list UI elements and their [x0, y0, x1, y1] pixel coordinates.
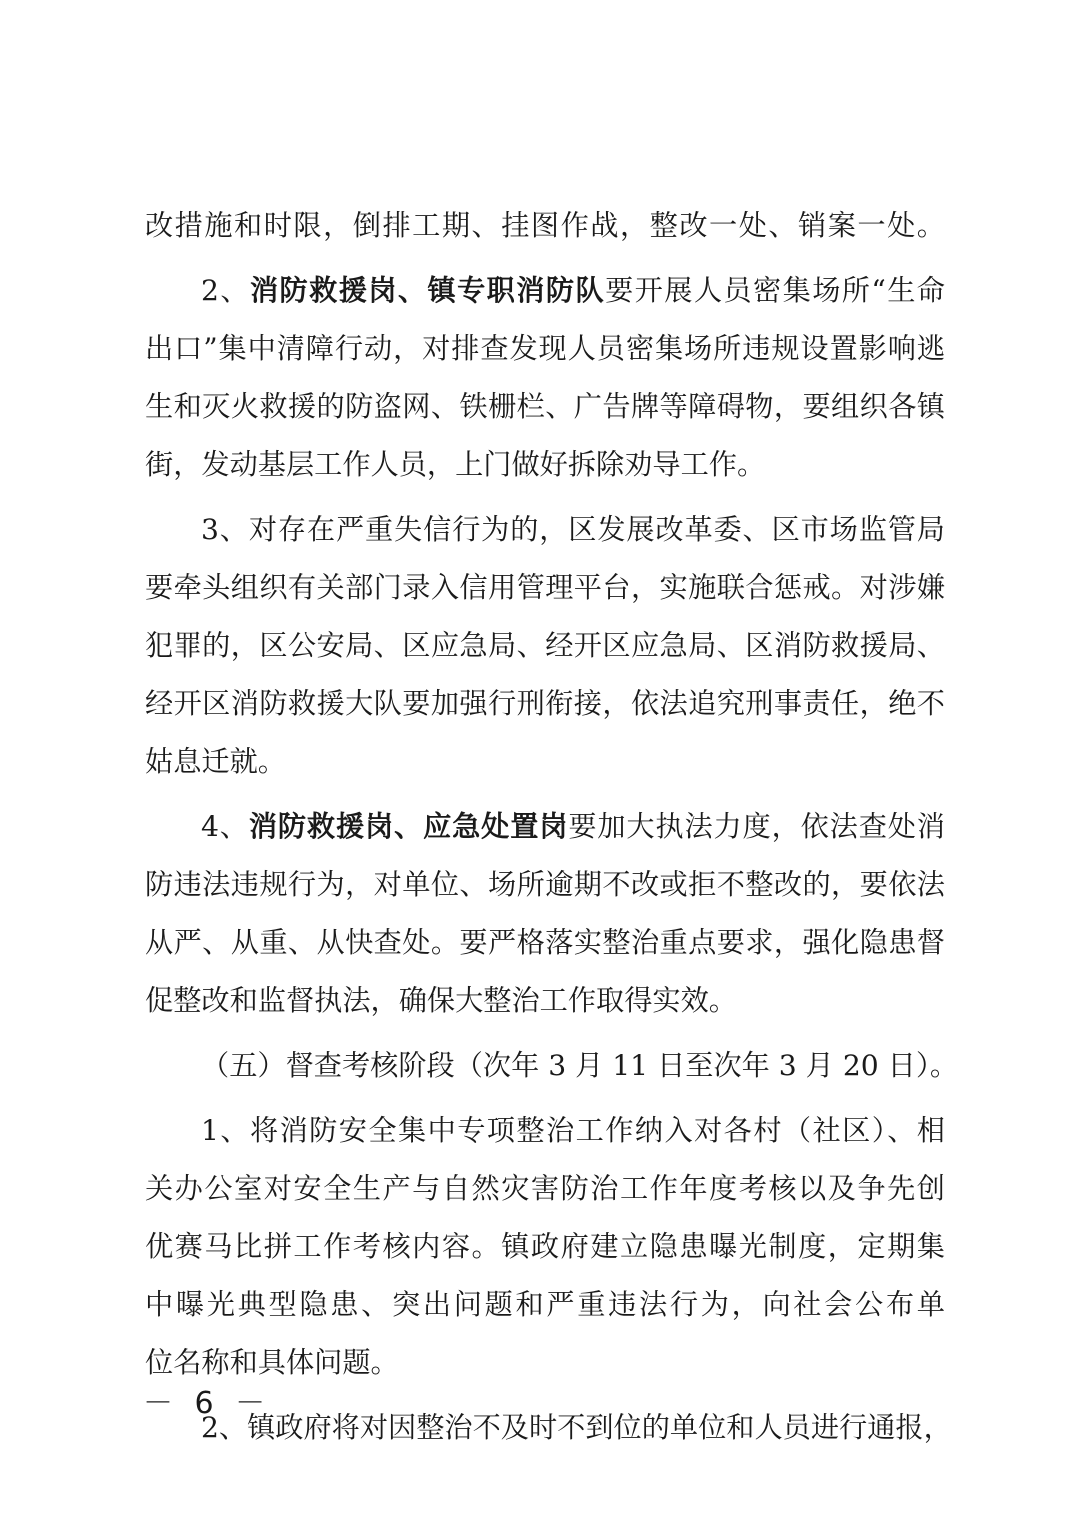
paragraph [145, 1102, 945, 1392]
text-line: 要牵头组织有关部门录入信用管理平台，实施联合惩戒。对涉嫌 [145, 571, 945, 604]
text-line: 关办公室对安全生产与自然灾害防治工作年度考核以及争先创 [145, 1172, 945, 1205]
text-line: 生和灭火救援的防盗网、铁栅栏、广告牌等障碍物，要组织各镇 [145, 390, 945, 423]
text-line: 防违法违规行为，对单位、场所逾期不改或拒不整改的，要依法 [145, 868, 945, 901]
item-number: 2、 [201, 274, 250, 307]
text-line: 经开区消防救援大队要加强行刑衔接，依法追究刑事责任，绝不 [145, 687, 945, 720]
text-line: 1、将消防安全集中专项整治工作纳入对各村（社区）、相 [201, 1114, 945, 1147]
text-line: 中曝光典型隐患、突出问题和严重违法行为，向社会公布单 [145, 1288, 945, 1321]
paragraph [145, 798, 945, 1030]
paragraph [145, 197, 945, 255]
text-line: 犯罪的，区公安局、区应急局、经开区应急局、区消防救援局、 [145, 629, 945, 662]
text-line: （五）督查考核阶段（次年 3 月 11 日至次年 3 月 20 日）。 [201, 1049, 959, 1082]
paragraph [145, 262, 945, 494]
item-number: 4、 [201, 810, 249, 843]
highlight-text: 消防救援岗、镇专职消防队 [249, 274, 606, 307]
text-line: 位名称和具体问题。 [145, 1346, 399, 1379]
document-body [145, 197, 959, 1457]
text-line: 从严、从重、从快查处。要严格落实整治重点要求，强化隐患督 [145, 926, 945, 959]
text-line: 促整改和监督执法，确保大整治工作取得实效。 [145, 984, 737, 1017]
text-line: 2、镇政府将对因整治不及时不到位的单位和人员进行通报， [201, 1411, 952, 1444]
text-line: 姑息迁就。 [145, 745, 286, 778]
highlight-text: 消防救援岗、应急处置岗 [248, 810, 569, 843]
text-line: 3、对存在严重失信行为的，区发展改革委、区市场监管局 [201, 513, 945, 546]
page-number: － 6 － [143, 1386, 272, 1421]
section-heading [145, 1037, 959, 1095]
line-text: 要开展人员密集场所“生命 [605, 274, 945, 307]
text-line [145, 798, 945, 856]
text-line [145, 262, 945, 320]
text-line: 出口”集中清障行动，对排查发现人员密集场所违规设置影响逃 [145, 332, 945, 365]
text-line: 改措施和时限，倒排工期、挂图作战，整改一处、销案一处。 [145, 209, 945, 242]
line-text: 要加大执法力度，依法查处消 [568, 810, 945, 843]
paragraph [145, 501, 945, 791]
text-line: 优赛马比拼工作考核内容。镇政府建立隐患曝光制度，定期集 [145, 1230, 945, 1263]
text-line: 街，发动基层工作人员，上门做好拆除劝导工作。 [145, 448, 766, 481]
